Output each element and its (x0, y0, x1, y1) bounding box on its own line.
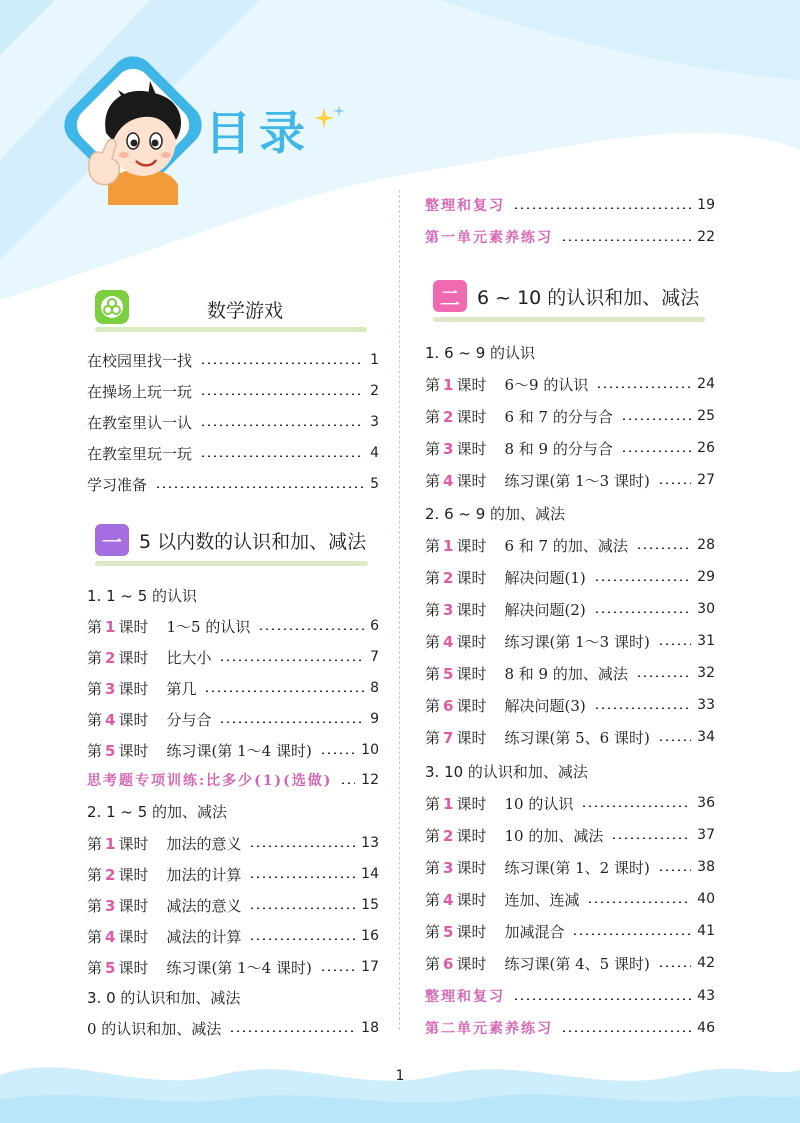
unit-title: 6 ~ 10 的认识和加、减法 (477, 287, 700, 309)
entry-title: 第 7 课时 练习课(第 5、6 课时) (425, 728, 650, 747)
page-number: 40 (697, 891, 715, 907)
section-heading: 3. 10 的认识和加、减法 (425, 763, 588, 781)
section-heading: 3. 0 的认识和加、减法 (87, 989, 241, 1007)
toc-entry[interactable] (425, 724, 715, 750)
entry-title: 第 3 课时 减法的意义 (87, 896, 242, 915)
page-number: 8 (370, 680, 379, 696)
entry-title: 第 4 课时 减法的计算 (87, 927, 242, 946)
unit-one-header (95, 524, 368, 566)
page-number: 10 (361, 742, 379, 758)
toc-entry-special[interactable] (425, 1015, 715, 1041)
page-number: 5 (370, 476, 379, 492)
mascot-boy-thumbs-up-illustration (38, 45, 210, 215)
entry-title: 第 1 课时 10 的认识 (425, 794, 574, 813)
page-number: 6 (370, 618, 379, 634)
page-number: 34 (697, 729, 715, 745)
toc-entry[interactable] (87, 706, 379, 732)
entry-title: 在教室里玩一玩 (87, 444, 193, 463)
page-number: 29 (697, 569, 715, 585)
page-number: 9 (370, 711, 379, 727)
page-number: 17 (361, 959, 379, 975)
toc-entry[interactable] (87, 861, 379, 887)
toc-entry[interactable] (87, 892, 379, 918)
entry-title: 在教室里认一认 (87, 413, 193, 432)
page-number: 31 (697, 633, 715, 649)
toc-entry[interactable] (425, 596, 715, 622)
page-number: 3 (370, 414, 379, 430)
page-number: 19 (697, 197, 715, 213)
toc-entry[interactable] (425, 371, 715, 397)
circles-icon (95, 290, 129, 324)
page-number: 16 (361, 928, 379, 944)
entry-title: 第 6 课时 练习课(第 4、5 课时) (425, 954, 650, 973)
entry-title: 第 2 课时 加法的计算 (87, 865, 242, 884)
toc-entry[interactable] (425, 628, 715, 654)
page-number: 14 (361, 866, 379, 882)
toc-entry[interactable] (87, 347, 379, 373)
section-heading: 1. 6 ~ 9 的认识 (425, 344, 536, 362)
unit-number-badge: 一 (95, 524, 129, 556)
sparkle-icon (312, 103, 348, 135)
page-title: 目录 (205, 106, 313, 160)
page-number: 25 (697, 408, 715, 424)
page-number: 22 (697, 229, 715, 245)
unit-number-badge: 二 (433, 280, 467, 312)
toc-entry[interactable] (425, 435, 715, 461)
entry-title: 在操场上玩一玩 (87, 382, 193, 401)
entry-title: 在校园里找一找 (87, 351, 193, 370)
entry-title: 思考题专项训练:比多少(1)(选做) (87, 773, 333, 789)
page-footer-number: 1 (395, 1068, 405, 1084)
toc-entry[interactable] (425, 467, 715, 493)
page-number: 15 (361, 897, 379, 913)
page-number: 26 (697, 440, 715, 456)
toc-entry[interactable] (87, 440, 379, 466)
entry-title: 第 1 课时 6～9 的认识 (425, 375, 589, 394)
toc-entry-special[interactable] (425, 224, 715, 250)
page-number: 41 (697, 923, 715, 939)
page-number: 30 (697, 601, 715, 617)
toc-entry[interactable] (425, 564, 715, 590)
toc-entry[interactable] (87, 471, 379, 497)
toc-entry[interactable] (87, 613, 379, 639)
section-heading: 1. 1 ~ 5 的认识 (87, 587, 198, 605)
page-number: 42 (697, 955, 715, 971)
math-games-section-header (95, 290, 367, 332)
entry-title: 第 2 课时 比大小 (87, 648, 212, 667)
entry-title: 第 6 课时 解决问题(3) (425, 696, 586, 715)
entry-title: 第 2 课时 10 的加、减法 (425, 826, 604, 845)
page-number: 7 (370, 649, 379, 665)
page-number: 18 (361, 1020, 379, 1036)
section-heading: 2. 1 ~ 5 的加、减法 (87, 803, 228, 821)
toc-entry[interactable] (425, 692, 715, 718)
entry-title: 第 2 课时 6 和 7 的分与合 (425, 407, 613, 426)
entry-title: 第 1 课时 6 和 7 的加、减法 (425, 536, 628, 555)
toc-entry[interactable] (425, 822, 715, 848)
toc-entry-special[interactable] (87, 767, 379, 793)
toc-entry-special[interactable] (425, 983, 715, 1009)
page-number: 27 (697, 472, 715, 488)
entry-title: 第 3 课时 解决问题(2) (425, 600, 586, 619)
toc-entry[interactable] (87, 1015, 379, 1041)
unit-title: 5 以内数的认识和加、减法 (139, 531, 367, 553)
toc-entry[interactable] (425, 886, 715, 912)
page-number: 4 (370, 445, 379, 461)
toc-entry[interactable] (87, 378, 379, 404)
entry-title: 第 1 课时 1～5 的认识 (87, 617, 251, 636)
page-number: 32 (697, 665, 715, 681)
toc-entry[interactable] (87, 923, 379, 949)
toc-entry[interactable] (87, 954, 379, 980)
toc-entry[interactable] (87, 409, 379, 435)
column-divider (399, 190, 400, 1030)
page-number: 24 (697, 376, 715, 392)
entry-title: 第 4 课时 练习课(第 1～3 课时) (425, 471, 650, 490)
entry-title: 第 5 课时 8 和 9 的加、减法 (425, 664, 628, 683)
page-number: 1 (370, 352, 379, 368)
entry-title: 第 2 课时 解决问题(1) (425, 568, 586, 587)
entry-title: 第 3 课时 第几 (87, 679, 197, 698)
toc-entry[interactable] (425, 918, 715, 944)
entry-title: 第 4 课时 练习课(第 1～3 课时) (425, 632, 650, 651)
section-heading: 2. 6 ~ 9 的加、减法 (425, 505, 566, 523)
entry-title: 第一单元素养练习 (425, 230, 553, 246)
toc-entry-special[interactable] (425, 192, 715, 218)
entry-title: 学习准备 (87, 475, 148, 494)
toc-entry[interactable] (87, 675, 379, 701)
page-number: 37 (697, 827, 715, 843)
page-number: 33 (697, 697, 715, 713)
toc-entry[interactable] (425, 854, 715, 880)
entry-title: 整理和复习 (425, 989, 505, 1005)
toc-entry[interactable] (87, 830, 379, 856)
entry-title: 整理和复习 (425, 198, 505, 214)
toc-entry[interactable] (425, 532, 715, 558)
toc-entry[interactable] (87, 737, 379, 763)
toc-entry[interactable] (425, 403, 715, 429)
entry-title: 第 3 课时 8 和 9 的分与合 (425, 439, 613, 458)
page-number: 36 (697, 795, 715, 811)
entry-title: 第 4 课时 连加、连减 (425, 890, 580, 909)
entry-title: 第 1 课时 加法的意义 (87, 834, 242, 853)
entry-title: 第 4 课时 分与合 (87, 710, 212, 729)
math-games-title: 数学游戏 (207, 300, 284, 322)
entry-title: 第 5 课时 加减混合 (425, 922, 565, 941)
entry-title: 第 5 课时 练习课(第 1～4 课时) (87, 741, 312, 760)
toc-entry[interactable] (87, 644, 379, 670)
page-number: 38 (697, 859, 715, 875)
unit-two-header (433, 280, 705, 322)
toc-entry[interactable] (425, 950, 715, 976)
entry-title: 第 5 课时 练习课(第 1～4 课时) (87, 958, 312, 977)
page-number: 46 (697, 1020, 715, 1036)
page-number: 28 (697, 537, 715, 553)
toc-entry[interactable] (425, 790, 715, 816)
entry-title: 0 的认识和加、减法 (87, 1019, 222, 1038)
page-number: 43 (697, 988, 715, 1004)
toc-entry[interactable] (425, 660, 715, 686)
page-number: 2 (370, 383, 379, 399)
page-number: 12 (361, 772, 379, 788)
page-number: 13 (361, 835, 379, 851)
entry-title: 第 3 课时 练习课(第 1、2 课时) (425, 858, 650, 877)
entry-title: 第二单元素养练习 (425, 1021, 553, 1037)
